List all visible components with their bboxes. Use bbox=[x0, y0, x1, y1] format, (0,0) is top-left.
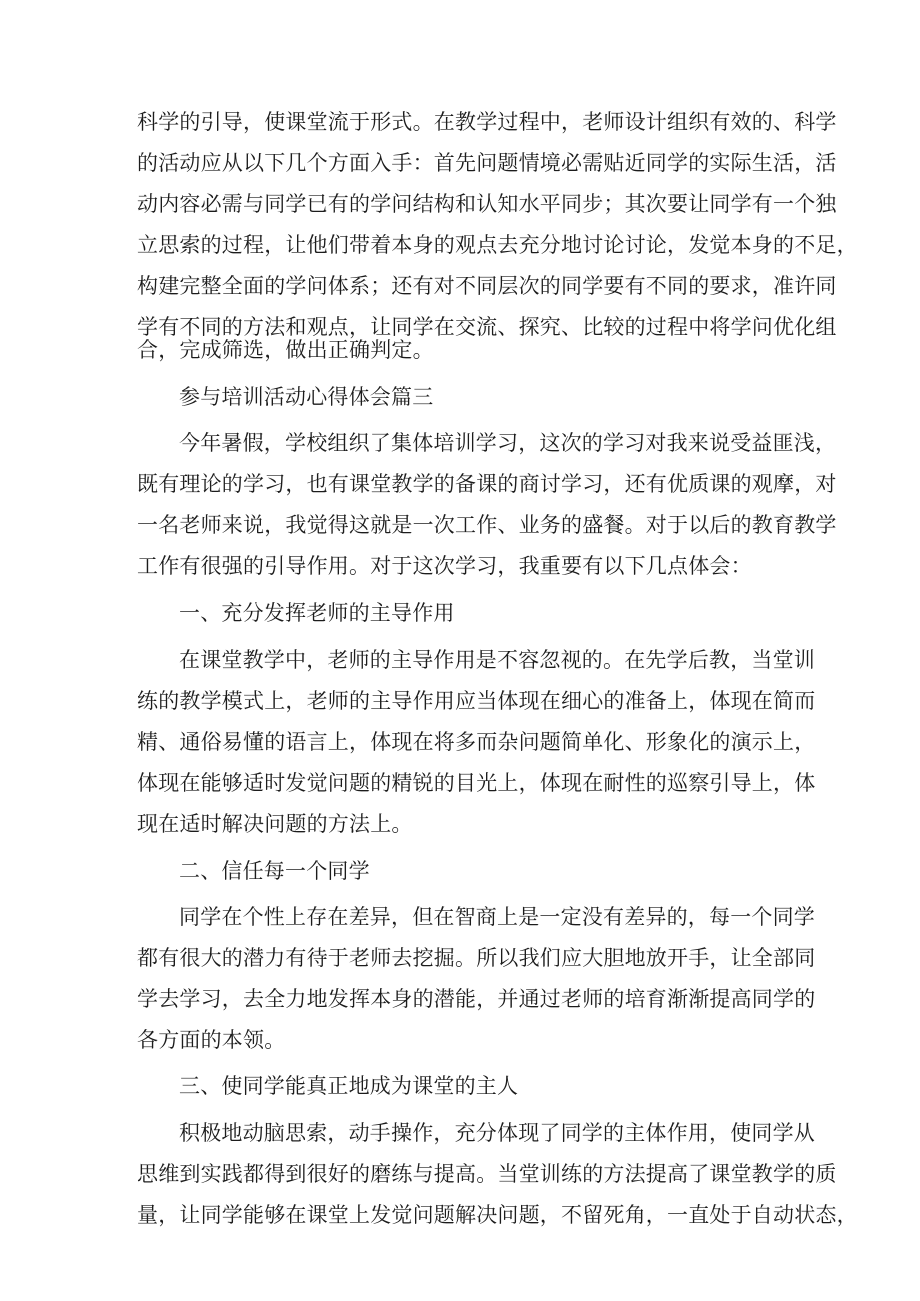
paragraph-line: 动内容必需与同学已有的学问结构和认知水平同步；其次要让同学有一个独 bbox=[137, 192, 837, 216]
paragraph-line: 各方面的本领。 bbox=[137, 1028, 286, 1052]
paragraph-line: 同学在个性上存在差异，但在智商上是一定没有差异的，每一个同学 bbox=[179, 905, 815, 929]
paragraph-line: 精、通俗易懂的语言上，体现在将多而杂问题简单化、形象化的演示上， bbox=[137, 730, 816, 754]
paragraph-line: 合，完成筛选，做出正确判定。 bbox=[137, 338, 434, 362]
paragraph-line: 立思索的过程，让他们带着本身的观点去充分地讨论讨论，发觉本身的不足， bbox=[137, 233, 858, 257]
section-heading: 三、使同学能真正地成为课堂的主人 bbox=[179, 1074, 519, 1098]
paragraph-line: 现在适时解决问题的方法上。 bbox=[137, 812, 413, 836]
paragraph-line: 的活动应从以下几个方面入手：首先问题情境必需贴近同学的实际生活，活 bbox=[137, 151, 837, 175]
section-heading: 一、充分发挥老师的主导作用 bbox=[179, 601, 455, 625]
section-title: 参与培训活动心得体会篇三 bbox=[179, 385, 434, 409]
paragraph-line: 积极地动脑思索，动手操作，充分体现了同学的主体作用，使同学从 bbox=[179, 1121, 815, 1145]
paragraph-line: 一名老师来说，我觉得这就是一次工作、业务的盛餐。对于以后的教育教学 bbox=[137, 513, 837, 537]
paragraph-line: 量，让同学能够在课堂上发觉问题解决问题，不留死角，一直处于自动状态， bbox=[137, 1203, 858, 1227]
paragraph-line: 练的教学模式上，老师的主导作用应当体现在细心的准备上，体现在简而 bbox=[137, 689, 816, 713]
paragraph-line: 思维到实践都得到很好的磨练与提高。当堂训练的方法提高了课堂教学的质 bbox=[137, 1162, 837, 1186]
paragraph-line: 科学的引导，使课堂流于形式。在教学过程中，老师设计组织有效的、科学 bbox=[137, 110, 837, 134]
paragraph-line: 在课堂教学中，老师的主导作用是不容忽视的。在先学后教，当堂训 bbox=[179, 648, 815, 672]
paragraph-line: 都有很大的潜力有待于老师去挖掘。所以我们应大胆地放开手，让全部同 bbox=[137, 946, 816, 970]
paragraph-line: 体现在能够适时发觉问题的精锐的目光上，体现在耐性的巡察引导上，体 bbox=[137, 771, 816, 795]
paragraph-line: 工作有很强的引导作用。对于这次学习，我重要有以下几点体会： bbox=[137, 554, 752, 578]
paragraph-line: 学有不同的方法和观点，让同学在交流、探究、比较的过程中将学问优化组 bbox=[137, 315, 837, 339]
paragraph-line: 学去学习，去全力地发挥本身的潜能，并通过老师的培育渐渐提高同学的 bbox=[137, 987, 816, 1011]
paragraph-line: 既有理论的学习，也有课堂教学的备课的商讨学习，还有优质课的观摩，对 bbox=[137, 472, 837, 496]
paragraph-line: 构建完整全面的学问体系；还有对不同层次的同学要有不同的要求，准许同 bbox=[137, 274, 837, 298]
section-heading: 二、信任每一个同学 bbox=[179, 859, 370, 883]
paragraph-line: 今年暑假，学校组织了集体培训学习，这次的学习对我来说受益匪浅， bbox=[179, 431, 837, 455]
